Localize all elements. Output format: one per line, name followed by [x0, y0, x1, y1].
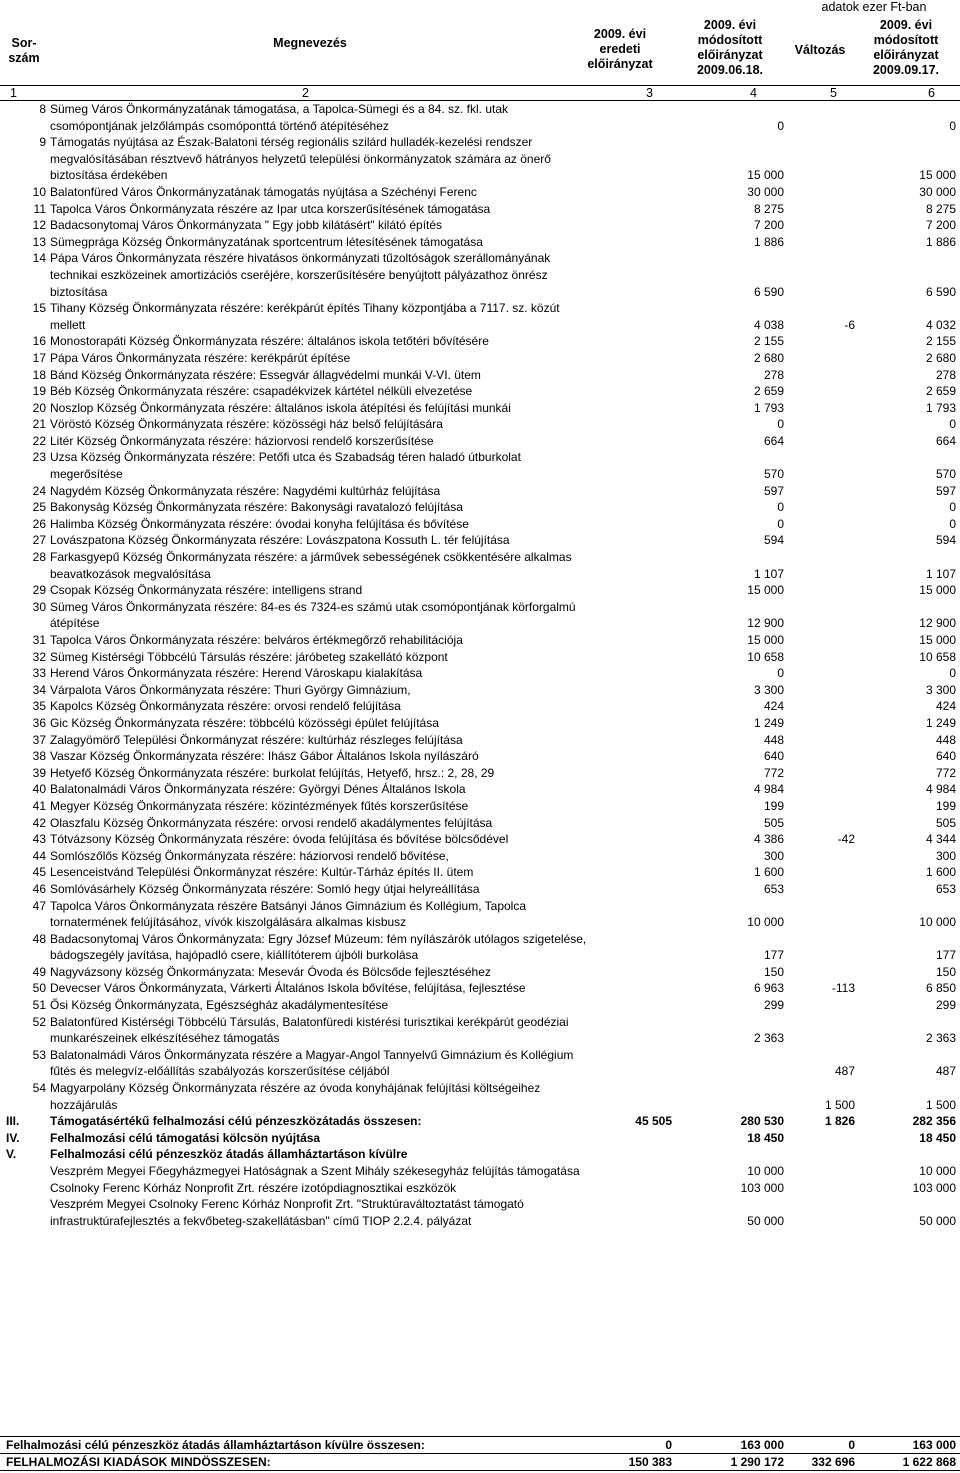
colnum-3: 3 — [646, 86, 653, 100]
table-header — [0, 10, 960, 82]
table-row — [0, 333, 960, 350]
row-number: 33 — [32, 666, 46, 681]
row-number: 54 — [32, 1081, 46, 1096]
row-description: Vaszar Község Önkormányzata részére: Ihász Gábor Általános Iskola nyílászáró — [50, 749, 479, 764]
row-value-c4: 278 — [763, 367, 784, 382]
row-description: Farkasgyepű Község Önkormányzata részére: a járművek sebességének csökkentésére alkalmas beavatkozások megvalósítása — [50, 550, 572, 581]
row-value-c6: 2 155 — [925, 334, 956, 349]
row-value-c6: 18 450 — [919, 1130, 956, 1145]
grand-total-c3: 150 383 — [628, 1455, 672, 1469]
row-value-c6: 299 — [935, 998, 956, 1013]
table-row — [0, 715, 960, 732]
row-description: Magyarpolány Község Önkormányzata részére az óvoda konyhájának felújítási költségeihez hozzájárulás — [50, 1081, 541, 1112]
row-value-c6: 424 — [935, 699, 956, 714]
table-row — [0, 400, 960, 417]
row-value-c4: 177 — [763, 948, 784, 963]
grand-total-row — [0, 1454, 960, 1470]
row-value-c6: 1 249 — [925, 715, 956, 730]
row-number: 46 — [32, 881, 46, 896]
row-description: Csopak Község Önkormányzata részére: intelligens strand — [50, 583, 363, 598]
row-description: Tapolca Város Önkormányzata részére: belváros értékmegőrző rehabilitációja — [50, 633, 463, 647]
table-row — [0, 831, 960, 848]
row-description: Bakonyság Község Önkormányzata részére: Bakonysági ravatalozó felújítása — [50, 500, 463, 515]
row-value-c6: 0 — [949, 417, 956, 432]
colnum-2: 2 — [302, 86, 309, 100]
table-row — [0, 101, 960, 134]
row-value-c6: 2 363 — [925, 1031, 956, 1046]
table-row — [0, 367, 960, 384]
row-description: Zalagyömörő Települési Önkormányzat részére: kultúrház részleges felújítása — [50, 732, 463, 747]
row-number: 25 — [32, 500, 46, 515]
row-description: Badacsonytomaj Város Önkormányzata " Egy jobb kilátásért" kilátó építés — [50, 218, 443, 233]
row-description: Balatonalmádi Város Önkormányzata részére: Györgyi Dénes Általános Iskola — [50, 782, 466, 797]
row-value-c6: 8 275 — [925, 201, 956, 216]
row-value-c6: 1 600 — [925, 865, 956, 880]
table-row — [0, 997, 960, 1014]
row-value-c4: 640 — [763, 749, 784, 764]
table-row — [0, 499, 960, 516]
row-number: 14 — [32, 251, 46, 266]
row-description: Lesenceistvánd Települési Önkormányzat részére: Kultúr-Tárház építés II. ütem — [50, 865, 474, 880]
row-value-c5: 1 826 — [824, 1114, 855, 1129]
row-number: 38 — [32, 749, 46, 764]
row-number: 31 — [32, 633, 46, 647]
row-description: Somlóvásárhely Község Önkormányzata részére: Somló hegy útjai helyreállítása — [50, 881, 480, 896]
row-value-c6: 50 000 — [919, 1213, 956, 1228]
row-description: Tótvázsony Község Önkormányzata részére: óvoda felújítása és bővítése bölcsődével — [50, 832, 509, 847]
row-value-c4: 15 000 — [747, 633, 784, 647]
row-value-c6: 0 — [949, 516, 956, 531]
row-description: Tihany Község Önkormányzata részére: kerékpárút építés Tihany központjába a 7117. sz. közút mellett — [50, 301, 560, 332]
table-row — [0, 217, 960, 234]
table-row — [0, 416, 960, 433]
row-number: 49 — [32, 964, 46, 979]
row-description: Lovászpatona Község Önkormányzata részére: Lovászpatona Kossuth L. tér felújítása — [50, 533, 510, 548]
row-number: 42 — [32, 815, 46, 830]
row-value-c6: 150 — [935, 964, 956, 979]
colnum-6: 6 — [928, 86, 935, 100]
colnum-5: 5 — [830, 86, 837, 100]
row-description: Várpalota Város Önkormányzata részére: Thuri György Gimnázium, — [50, 682, 411, 697]
row-value-c6: 2 680 — [925, 350, 956, 365]
row-value-c4: 2 363 — [753, 1031, 784, 1046]
row-number: 16 — [32, 334, 46, 349]
row-description: Devecser Város Önkormányzata, Várkerti Általános Iskola bővítése, felújítása, fejlesztése — [50, 981, 526, 996]
total-row-outside — [0, 1437, 960, 1453]
row-value-c4: 0 — [777, 118, 784, 133]
row-value-c5: -6 — [844, 317, 855, 332]
row-value-c4: 570 — [763, 467, 784, 482]
row-value-c4: 2 680 — [753, 350, 784, 365]
row-value-c6: 2 659 — [925, 384, 956, 399]
row-value-c4: 18 450 — [747, 1130, 784, 1145]
row-number: 51 — [32, 998, 46, 1013]
row-number: 47 — [32, 898, 46, 913]
row-number: 36 — [32, 715, 46, 730]
header-modositott-0618: 2009. évi módosított előirányzat 2009.06.18. — [696, 18, 764, 77]
row-value-c4: 4 386 — [753, 832, 784, 847]
row-number: 39 — [32, 765, 46, 780]
grand-total-c4: 1 290 172 — [730, 1455, 784, 1469]
row-number: 8 — [39, 102, 46, 116]
row-value-c6: 4 984 — [925, 782, 956, 797]
row-description: Hetyefő Község Önkormányzata részére: burkolat felújítás, Hetyefő, hrsz.: 2, 28, 29 — [50, 765, 495, 780]
table-row — [0, 1163, 960, 1180]
row-number: 27 — [32, 533, 46, 548]
row-value-c5: 1 500 — [824, 1097, 855, 1112]
table-row — [0, 698, 960, 715]
row-value-c4: 8 275 — [753, 201, 784, 216]
row-number: 11 — [33, 201, 46, 216]
row-description: Gic Község Önkormányzata részére: többcélú közösségi épület felújítása — [50, 715, 439, 730]
row-value-c6: 0 — [949, 500, 956, 515]
row-description: Sümeg Város Önkormányzatának támogatása, a Tapolca-Sümegi és a 84. sz. fkl. utak csomópontjának jelzőlámpás csomóponttá történő átépítéséhez — [50, 102, 509, 133]
row-value-c6: 15 000 — [919, 583, 956, 598]
table-row — [0, 1047, 960, 1080]
row-value-c6: 30 000 — [919, 184, 956, 199]
table-row — [0, 864, 960, 881]
header-sorszam: Sor- szám — [8, 36, 40, 65]
row-value-c6: 278 — [935, 367, 956, 382]
row-description: Veszprém Megyei Főegyházmegyei Hatóságnak a Szent Mihály székesegyház felújítás támogatása — [50, 1164, 580, 1178]
row-value-c6: 7 200 — [925, 218, 956, 233]
table-row — [0, 1113, 960, 1130]
row-value-c4: 10 000 — [747, 915, 784, 930]
row-number: 9 — [39, 135, 46, 150]
row-value-c6: 570 — [935, 467, 956, 482]
row-number: 13 — [32, 234, 46, 249]
totals-rule-bottom — [0, 1470, 960, 1471]
row-value-c4: 10 658 — [747, 649, 784, 664]
row-value-c4: 0 — [777, 417, 784, 432]
row-description: Balatonfüred Kistérségi Többcélú Társulás, Balatonfüredi kistérési turisztikai kerékpárút geodéziai munkarészeinek elkészítéséhez támogatás — [50, 1014, 569, 1046]
row-number: 10 — [32, 184, 46, 199]
row-description: Herend Város Önkormányzata részére: Herend Városkapu kialakítása — [50, 666, 423, 681]
table-row — [0, 516, 960, 533]
row-description: Kapolcs Község Önkormányzata részére: orvosi rendelő felújítása — [50, 699, 401, 714]
table-row — [0, 980, 960, 997]
row-value-c6: 1 886 — [925, 234, 956, 249]
table-row — [0, 383, 960, 400]
row-description: Noszlop Község Önkormányzata részére: általános iskola átépítési és felújítási munkái — [50, 400, 511, 415]
row-number: 53 — [32, 1047, 46, 1062]
row-value-c4: 150 — [763, 964, 784, 979]
table-row — [0, 649, 960, 666]
row-value-c4: 4 984 — [753, 782, 784, 797]
row-value-c4: 10 000 — [747, 1164, 784, 1178]
row-value-c6: 3 300 — [925, 682, 956, 697]
row-value-c6: 448 — [935, 732, 956, 747]
grand-total-label: FELHALMOZÁSI KIADÁSOK MINDÖSSZESEN: — [6, 1455, 271, 1469]
colnum-4: 4 — [750, 86, 757, 100]
row-description: Tapolca Város Önkormányzata részére Batsányi János Gimnázium és Kollégium, Tapolca tornatermének felújításához, vívók kiszolgálására alkalmas kisbusz — [50, 898, 527, 930]
row-value-c6: 594 — [935, 533, 956, 548]
row-description: Halimba Község Önkormányzata részére: óvodai konyha felújítása és bővítése — [50, 516, 469, 531]
row-value-c4: 6 590 — [753, 284, 784, 299]
table-row — [0, 250, 960, 300]
row-value-c4: 4 038 — [753, 317, 784, 332]
row-number: 20 — [32, 400, 46, 415]
table-body — [0, 101, 960, 1229]
table-row — [0, 449, 960, 482]
row-value-c4: 3 300 — [753, 682, 784, 697]
table-row — [0, 532, 960, 549]
table-row — [0, 931, 960, 964]
row-description: Olaszfalu Község Önkormányzata részére: orvosi rendelő akadálymentes felújítása — [50, 815, 493, 830]
row-value-c4: 664 — [763, 433, 784, 448]
row-number: 21 — [32, 417, 46, 432]
row-description: Uzsa Község Önkormányzata részére: Petőfi utca és Szabadság téren haladó útburkolat megerősítése — [50, 450, 521, 482]
row-description: Balatonfüred Város Önkormányzatának támogatás nyújtása a Széchényi Ferenc — [50, 184, 477, 199]
section-number: V. — [6, 1147, 17, 1162]
table-row — [0, 765, 960, 782]
row-value-c4: 1 886 — [753, 234, 784, 249]
unit-note: adatok ezer Ft-ban — [821, 0, 927, 14]
row-description: Monostorapáti Község Önkormányzata részére: általános iskola tetőtéri bővítésére — [50, 334, 489, 349]
row-value-c4: 300 — [763, 848, 784, 863]
row-description: Sümegprága Község Önkormányzatának sportcentrum létesítésének támogatása — [50, 234, 483, 249]
row-value-c4: 653 — [763, 881, 784, 896]
row-value-c4: 0 — [777, 516, 784, 531]
header-megnevezes: Megnevezés — [273, 36, 347, 50]
row-value-c5: 487 — [834, 1064, 855, 1079]
header-modositott-0917: 2009. évi módosított előirányzat 2009.09.17. — [872, 18, 940, 77]
row-value-c4: 1 793 — [753, 400, 784, 415]
row-value-c6: 4 344 — [925, 832, 956, 847]
row-value-c4: 103 000 — [740, 1180, 784, 1195]
table-row — [0, 848, 960, 865]
table-row — [0, 815, 960, 832]
row-description: Béb Község Önkormányzata részére: csapadékvizek kártétel nélküli elvezetése — [50, 384, 473, 399]
row-description: Ősi Község Önkormányzata, Egészségház akadálymentesítése — [50, 998, 389, 1013]
section-number: IV. — [6, 1130, 20, 1145]
row-value-c4: 50 000 — [747, 1213, 784, 1228]
row-number: 52 — [32, 1014, 46, 1029]
table-row — [0, 1180, 960, 1197]
row-value-c6: 6 850 — [925, 981, 956, 996]
row-value-c4: 1 600 — [753, 865, 784, 880]
total-value-c5: 0 — [848, 1438, 855, 1452]
row-value-c6: 653 — [935, 881, 956, 896]
row-description: Támogatás nyújtása az Észak-Balatoni térség regionális szilárd hulladék-kezelési rendszer megvalósításában résztvevő hátrányos helyzetű települési önkormányzatok számára az önerő biztosítása érdekében — [50, 135, 551, 183]
row-number: 40 — [32, 782, 46, 797]
row-number: 28 — [32, 550, 46, 565]
table-row — [0, 748, 960, 765]
row-number: 12 — [32, 218, 46, 233]
row-value-c4: 299 — [763, 998, 784, 1013]
row-value-c4: 15 000 — [747, 168, 784, 183]
row-value-c6: 15 000 — [919, 633, 956, 647]
row-value-c6: 1 500 — [925, 1097, 956, 1112]
row-description: Tapolca Város Önkormányzata részére az Ipar utca korszerűsítésének támogatása — [50, 201, 491, 216]
row-value-c6: 15 000 — [919, 168, 956, 183]
table-row — [0, 134, 960, 184]
row-value-c4: 0 — [777, 500, 784, 515]
row-description: Csolnoky Ferenc Kórház Nonprofit Zrt. részére izotópdiagnosztikai eszközök — [50, 1180, 457, 1195]
row-value-c6: 10 658 — [919, 649, 956, 664]
column-numbers — [0, 86, 960, 101]
row-value-c4: 594 — [763, 533, 784, 548]
row-description: Badacsonytomaj Város Önkormányzata: Egry József Múzeum: fém nyílászárók utólagos szigetelése, bádogszegély javítása, hajópadló csere, kiállítóterem újbóli burkolása — [50, 931, 587, 963]
grand-total-c6: 1 622 868 — [902, 1455, 956, 1469]
row-value-c6: 1 107 — [925, 566, 956, 581]
row-value-c6: 10 000 — [919, 1164, 956, 1178]
row-description: Felhalmozási célú támogatási kölcsön nyújtása — [50, 1130, 321, 1145]
row-value-c6: 0 — [949, 666, 956, 681]
row-number: 32 — [32, 649, 46, 664]
table-row — [0, 964, 960, 981]
row-value-c4: 0 — [777, 666, 784, 681]
colnum-1: 1 — [10, 86, 17, 100]
row-value-c6: 300 — [935, 848, 956, 863]
table-row — [0, 483, 960, 500]
row-value-c6: 4 032 — [925, 317, 956, 332]
row-value-c6: 199 — [935, 798, 956, 813]
row-description: Pápa Város Önkormányzata részére: kerékpárút építése — [50, 350, 351, 365]
row-description: Vöröstó Község Önkormányzata részére: közösségi ház belső felújítására — [50, 417, 443, 432]
row-value-c6: 664 — [935, 433, 956, 448]
table-row — [0, 1146, 960, 1163]
row-description: Sümeg Város Önkormányzata részére: 84-es és 7324-es számú utak csomópontjának körforgalmú átépítése — [50, 599, 576, 631]
row-value-c4: 424 — [763, 699, 784, 714]
row-value-c3: 45 505 — [635, 1114, 672, 1129]
row-value-c4: 30 000 — [747, 184, 784, 199]
row-value-c6: 1 793 — [925, 400, 956, 415]
total-value-c4: 163 000 — [740, 1438, 784, 1452]
row-number: 17 — [32, 350, 46, 365]
table-row — [0, 732, 960, 749]
row-number: 35 — [32, 699, 46, 714]
row-value-c6: 505 — [935, 815, 956, 830]
table-row — [0, 350, 960, 367]
table-row — [0, 1014, 960, 1047]
table-row — [0, 582, 960, 599]
row-number: 37 — [32, 732, 46, 747]
row-number: 43 — [32, 832, 46, 847]
row-value-c4: 448 — [763, 732, 784, 747]
row-value-c4: 280 530 — [740, 1114, 784, 1129]
row-value-c4: 15 000 — [747, 583, 784, 598]
total-value-c6: 163 000 — [912, 1438, 956, 1452]
row-value-c4: 772 — [763, 765, 784, 780]
row-number: 30 — [32, 599, 46, 614]
table-row — [0, 234, 960, 251]
table-row — [0, 433, 960, 450]
row-number: 50 — [32, 981, 46, 996]
row-value-c4: 12 900 — [747, 616, 784, 631]
table-row — [0, 665, 960, 682]
row-value-c6: 12 900 — [919, 616, 956, 631]
total-label: Felhalmozási célú pénzeszköz átadás államháztartáson kívülre összesen: — [6, 1438, 425, 1452]
table-row — [0, 1080, 960, 1113]
table-row — [0, 781, 960, 798]
row-number: 24 — [32, 483, 46, 498]
row-value-c6: 640 — [935, 749, 956, 764]
header-valtozas: Változás — [794, 43, 846, 57]
table-row — [0, 682, 960, 699]
row-description: Nagydém Község Önkormányzata részére: Nagydémi kultúrház felújítása — [50, 483, 441, 498]
row-value-c4: 505 — [763, 815, 784, 830]
row-value-c4: 7 200 — [753, 218, 784, 233]
row-description: Veszprém Megyei Csolnoky Ferenc Kórház Nonprofit Zrt. "Struktúraváltoztatást támogató infrastruktúrafejlesztés a fekvőbeteg-szakellátásban" című TIOP 2.2.4. pályázat — [50, 1197, 524, 1228]
row-value-c6: 0 — [949, 118, 956, 133]
table-row — [0, 798, 960, 815]
table-row — [0, 201, 960, 218]
row-value-c6: 772 — [935, 765, 956, 780]
table-row — [0, 898, 960, 931]
section-number: III. — [6, 1114, 20, 1129]
row-description: Felhalmozási célú pénzeszköz átadás államháztartáson kívülre — [50, 1147, 408, 1162]
row-description: Támogatásértékű felhalmozási célú pénzeszközátadás összesen: — [50, 1114, 422, 1129]
row-number: 44 — [32, 848, 46, 863]
row-description: Somlószőlős Község Önkormányzata részére: háziorvosi rendelő bővítése, — [50, 848, 449, 863]
total-value-c3: 0 — [665, 1438, 672, 1452]
table-row — [0, 300, 960, 333]
row-description: Pápa Város Önkormányzata részére hivatásos önkormányzati tűzoltóságok szerállományának technikai eszközeinek amortizációs cseréjére, korszerűsítésére benyújtott pályázathoz önrész biztosítása — [50, 251, 551, 299]
row-value-c6: 103 000 — [912, 1180, 956, 1195]
row-value-c4: 6 963 — [753, 981, 784, 996]
row-value-c4: 1 107 — [753, 566, 784, 581]
row-value-c6: 597 — [935, 483, 956, 498]
row-number: 23 — [32, 450, 46, 465]
row-description: Megyer Község Önkormányzata részére: közintézmények fűtés korszerűsítése — [50, 798, 469, 813]
row-description: Litér Község Önkormányzata részére: háziorvosi rendelő korszerűsítése — [50, 433, 434, 448]
row-description: Balatonalmádi Város Önkormányzata részére a Magyar-Angol Tannyelvű Gimnázium és Kollégium fűtés és melegvíz-előállítás szabályozás korszerűsítése céljából — [50, 1047, 574, 1079]
row-number: 41 — [32, 798, 46, 813]
row-value-c5: -42 — [837, 832, 855, 847]
row-value-c6: 282 356 — [912, 1114, 956, 1129]
row-value-c6: 6 590 — [925, 284, 956, 299]
row-description: Bánd Község Önkormányzata részére: Essegvár állagvédelmi munkái V-VI. ütem — [50, 367, 481, 382]
row-number: 45 — [32, 865, 46, 880]
row-value-c4: 2 155 — [753, 334, 784, 349]
grand-total-c5: 332 696 — [811, 1455, 855, 1469]
table-row — [0, 599, 960, 632]
row-number: 18 — [32, 367, 46, 382]
row-value-c4: 1 249 — [753, 715, 784, 730]
row-number: 26 — [32, 516, 46, 531]
row-number: 29 — [32, 583, 46, 598]
table-row — [0, 632, 960, 649]
table-row — [0, 1196, 960, 1229]
row-value-c4: 597 — [763, 483, 784, 498]
table-row — [0, 1130, 960, 1147]
row-description: Nagyvázsony község Önkormányzata: Mesevár Óvoda és Bölcsőde fejlesztéséhez — [50, 964, 491, 979]
row-value-c4: 2 659 — [753, 384, 784, 399]
row-description: Sümeg Kistérségi Többcélú Társulás részére: járóbeteg szakellátó központ — [50, 649, 448, 664]
row-number: 34 — [32, 682, 46, 697]
row-value-c6: 10 000 — [919, 915, 956, 930]
row-value-c4: 199 — [763, 798, 784, 813]
row-value-c6: 177 — [935, 948, 956, 963]
table-row — [0, 184, 960, 201]
row-number: 19 — [32, 384, 46, 399]
row-number: 48 — [32, 931, 46, 946]
table-row — [0, 881, 960, 898]
row-number: 22 — [32, 433, 46, 448]
table-row — [0, 549, 960, 582]
row-value-c6: 487 — [935, 1064, 956, 1079]
header-eredeti: 2009. évi eredeti előirányzat — [587, 27, 653, 71]
row-value-c5: -113 — [831, 981, 855, 996]
row-number: 15 — [32, 301, 46, 316]
